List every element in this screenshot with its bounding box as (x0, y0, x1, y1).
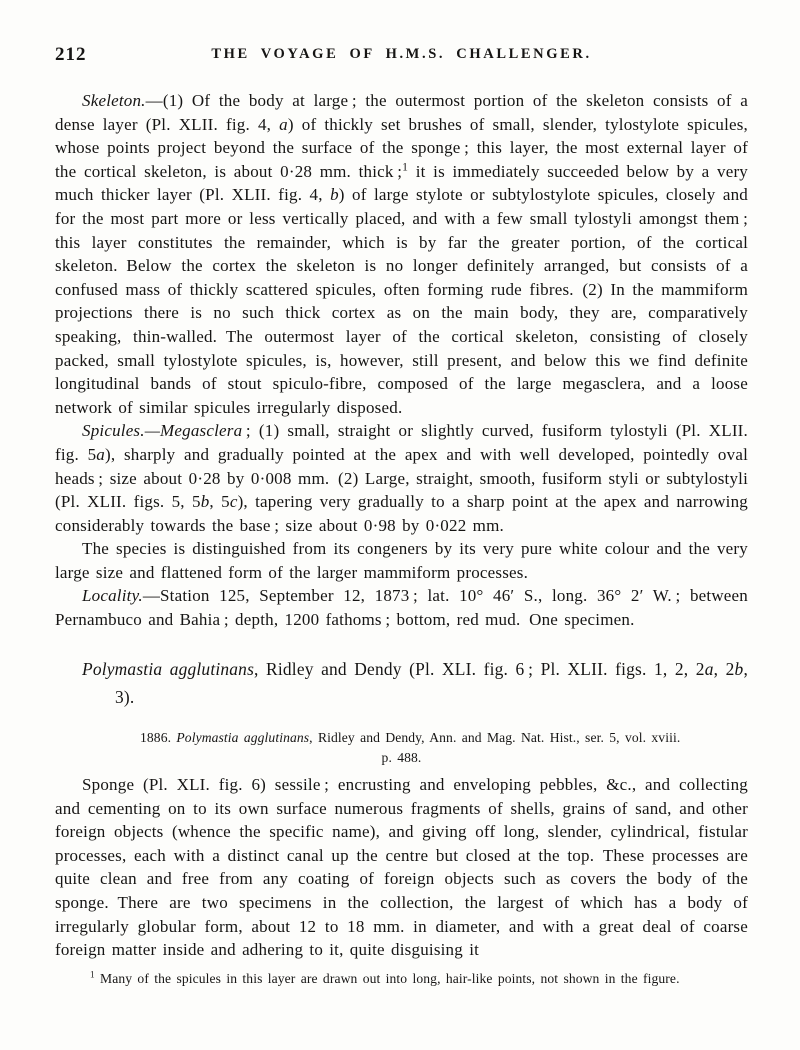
paragraph-sponge-description: Sponge (Pl. XLI. fig. 6) sessile ; encrusting and enveloping pebbles, &c., and collecting and cementing on to its own surface numerous fragments of shells, grains of sand, and other foreign objects (whence the specific name), and giving off long, slender, cylindrical, fistular processes, each with a distinct canal up the centre but closed at the top. These processes are quite clean and free from any coating of foreign objects such as covers the body of the sponge. There are two specimens in the collection, the largest of which has a body of irregularly globular form, about 12 to 18 mm. in diameter, and with a great deal of coarse foreign matter inside and adhering to it, quite disguising it (55, 775, 748, 960)
page-body (55, 89, 748, 988)
paragraph-skeleton: Skeleton.—(1) Of the body at large ; the outermost portion of the skeleton consists of a dense layer (Pl. XLII. fig. 4, a) of thickly set brushes of small, slender, tylostylote spicules, whose points project beyond the surface of the sponge ; this layer, the most external layer of the cortical skeleton, is about 0·28 mm. thick ;$^1$ it is immediately succeeded below by a very much thicker layer (Pl. XLII. fig. 4, b) of large stylote or subtylostylote spicules, closely and for the most part more or less vertically placed, and with a few small tylostyli amongst them ; this layer constitutes the remainder, which is by far the greater portion, of the cortical skeleton. Below the cortex the skeleton is no longer definitely arranged, but consists of a confused mass of thickly scattered spicules, often forming rude fibres. (2) In the mammiform projections there is no such thick cortex as on the main body, they are, comparatively speaking, thin-walled. The outermost layer of the cortical skeleton, consisting of closely packed, small tylostylote spicules, is, however, still present, and below this we find definite longitudinal bands of stout spiculo-fibre, composed of the large megasclera, and a loose network of similar spicules irregularly disposed. (55, 91, 749, 417)
running-title: THE VOYAGE OF H.M.S. CHALLENGER. (211, 46, 592, 62)
paragraph-spicules: Spicules.—Megasclera ; (1) small, straight or slightly curved, fusiform tylostyli (Pl. XLII. fig. 5a), sharply and gradually pointed at the apex and with well developed, pointedly oval heads ; size about 0·28 by 0·008 mm. (2) Large, straight, smooth, fusiform styli or subtylostyli (Pl. XLII. figs. 5, 5b, 5c), tapering very gradually to a sharp point at the apex and narrowing considerably towards the base ; size about 0·98 by 0·022 mm. (55, 421, 748, 535)
paragraph-distinguishing-characters: The species is distinguished from its congeners by its very pure white colour and the very large size and flattened form of the larger mammiform processes. (55, 539, 748, 582)
footnote: $^1$ Many of the spicules in this layer are drawn out into long, hair-like points, not shown in the figure. (90, 969, 680, 986)
page-header (55, 44, 748, 68)
citation-entry (55, 728, 748, 768)
citation-page-ref: p. 488. (381, 750, 422, 766)
species-heading: Polymastia agglutinans, Ridley and Dendy (Pl. XLI. fig. 6 ; Pl. XLII. figs. 1, 2, 2a, 2b, 3). (82, 658, 748, 707)
paragraph-locality: Locality.—Station 125, September 12, 1873 ; lat. 10° 46′ S., long. 36° 2′ W. ; between Pernambuco and Bahia ; depth, 1200 fathoms ; bottom, red mud. One specimen. (55, 586, 748, 630)
citation-reference: 1886. Polymastia agglutinans, Ridley and Dendy, Ann. and Mag. Nat. Hist., ser. 5, vol. xviii. (140, 730, 681, 746)
page-number: 212 (55, 44, 87, 65)
